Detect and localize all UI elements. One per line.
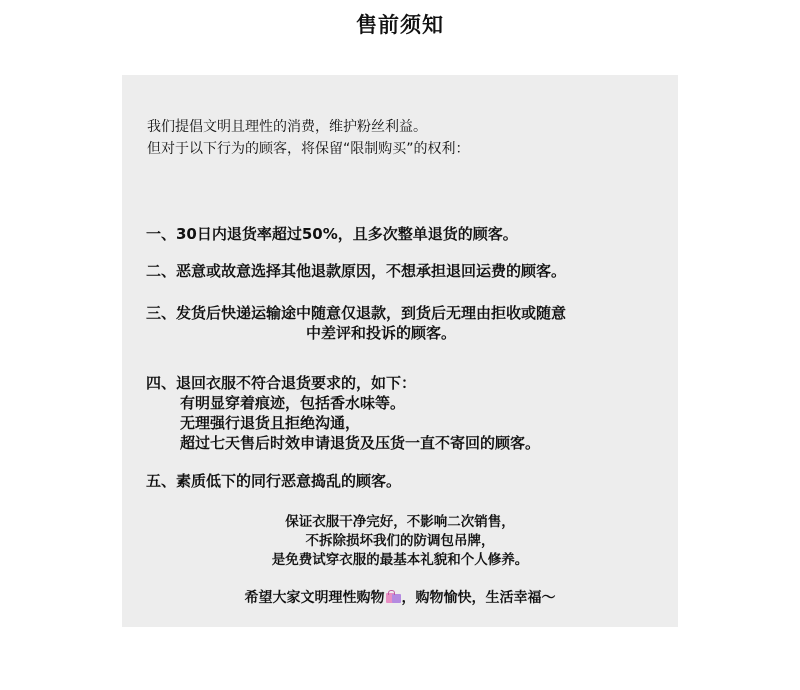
closing-note <box>122 513 678 570</box>
rule-3-line-1: 三、发货后快递运输途中随意仅退款，到货后无理由拒收或随意 <box>146 304 567 322</box>
wish-text-after: ，购物愉快，生活幸福～ <box>401 590 556 606</box>
intro-line-2: 但对于以下行为的顾客，将保留“限制购买”的权利： <box>147 141 470 157</box>
intro-line-1: 我们提倡文明且理性的消费，维护粉丝利益。 <box>147 119 427 135</box>
intro <box>147 116 470 160</box>
rule-1: 一、30日内退货率超过50%，且多次整单退货的顾客。 <box>146 225 518 243</box>
page-title: 售前须知 <box>356 13 444 37</box>
closing-line-1: 保证衣服干净完好，不影响二次销售， <box>285 514 515 530</box>
shopping-bags-icon <box>386 590 401 603</box>
closing-line-2: 不拆除损坏我们的防调包吊牌， <box>305 533 495 549</box>
wish-text-before: 希望大家文明理性购物 <box>244 590 385 606</box>
rule-4-item-2: 无理强行退货且拒绝沟通， <box>180 414 361 432</box>
rule-2: 二、恶意或故意选择其他退款原因，不想承担退回运费的顾客。 <box>146 262 567 280</box>
closing-line-3: 是免费试穿衣服的最基本礼貌和个人修养。 <box>271 552 529 568</box>
rule-4-heading: 四、退回衣服不符合退货要求的，如下： <box>146 374 417 392</box>
rule-4 <box>146 373 540 453</box>
notice-box <box>122 75 678 627</box>
rule-3-line-2: 中差评和投诉的顾客。 <box>306 324 457 342</box>
rule-4-item-1: 有明显穿着痕迹，包括香水味等。 <box>180 394 406 412</box>
rule-3 <box>146 303 566 343</box>
wish-line <box>122 588 678 608</box>
rule-4-item-3: 超过七天售后时效申请退货及压货一直不寄回的顾客。 <box>180 434 541 452</box>
rule-5: 五、素质低下的同行恶意捣乱的顾客。 <box>146 472 402 490</box>
